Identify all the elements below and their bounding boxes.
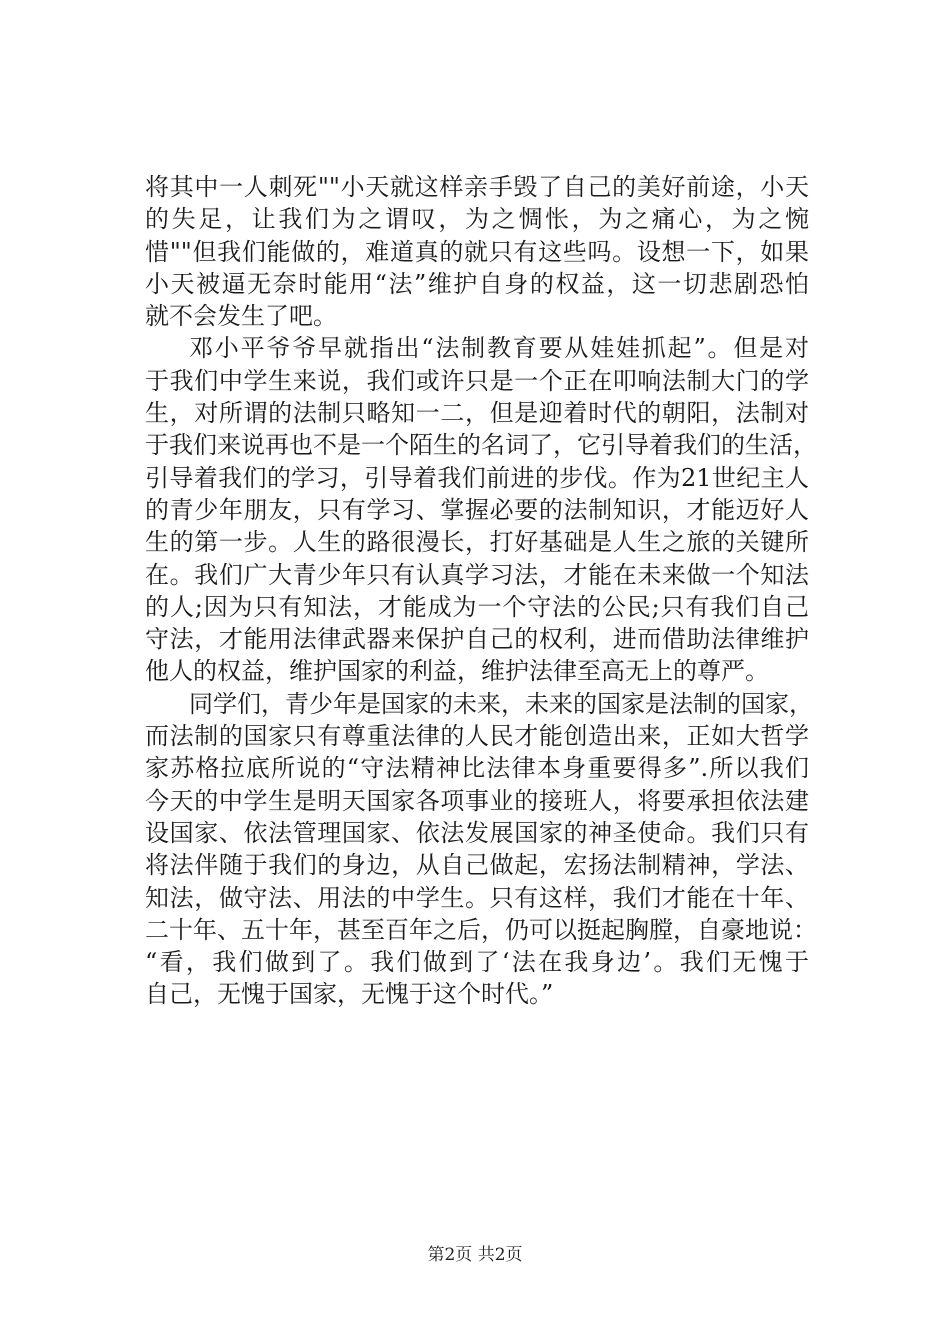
text-line: 今天的中学生是明天国家各项事业的接班人，将要承担依法建	[145, 786, 809, 815]
text-line: 生的第一步。人生的路很漫长，打好基础是人生之旅的关键所	[145, 528, 809, 557]
text-line: 生，对所谓的法制只略知一二，但是迎着时代的朝阳，法制对	[145, 399, 809, 428]
text-line: 同学们，青少年是国家的未来，未来的国家是法制的国家，	[189, 689, 813, 718]
page-number-footer: 第2页 共2页	[427, 1245, 523, 1265]
text-line: 于我们来说再也不是一个陌生的名词了，它引导着我们的生活，	[145, 431, 817, 460]
text-line: 于我们中学生来说，我们或许只是一个正在叩响法制大门的学	[145, 366, 809, 395]
text-line: 他人的权益，维护国家的利益，维护法律至高无上的尊严。	[145, 657, 769, 686]
text-line: 将其中一人刺死""小天就这样亲手毁了自己的美好前途，小天	[145, 173, 809, 201]
text-line: 将法伴随于我们的身边，从自己做起，宏扬法制精神，学法、	[145, 851, 809, 880]
paragraph-3	[145, 688, 817, 1011]
text-line: 的失足，让我们为之谓叹，为之惆怅，为之痛心，为之惋	[145, 205, 809, 234]
text-line: 就不会发生了吧。	[145, 302, 337, 331]
text-line: 守法，才能用法律武器来保护自己的权利，进而借助法律维护	[145, 625, 809, 654]
text-line: 的人;因为只有知法，才能成为一个守法的公民;只有我们自己	[145, 592, 809, 621]
paragraph-1	[145, 171, 809, 332]
text-line: 设国家、依法管理国家、依法发展国家的神圣使命。我们只有	[145, 818, 809, 847]
document-body	[145, 171, 817, 1011]
text-line: 家苏格拉底所说的“守法精神比法律本身重要得多”.所以我们	[145, 754, 809, 783]
text-line: 知法，做守法、用法的中学生。只有这样，我们才能在十年、	[145, 883, 809, 912]
text-line: 引导着我们的学习，引导着我们前进的步伐。作为21世纪主人	[145, 463, 809, 492]
text-line: 而法制的国家只有尊重法律的人民才能创造出来，正如大哲学	[145, 722, 809, 751]
text-line: 在。我们广大青少年只有认真学习法，才能在未来做一个知法	[145, 560, 809, 589]
text-line: 二十年、五十年，甚至百年之后，仍可以挺起胸膛，自豪地说：	[145, 915, 817, 944]
paragraph-2	[145, 332, 817, 687]
text-line: 自己，无愧于国家，无愧于这个时代。”	[145, 980, 554, 1009]
text-line: 惜""但我们能做的，难道真的就只有这些吗。设想一下，如果	[145, 237, 809, 266]
text-line: 小天被逼无奈时能用“法”维护自身的权益，这一切悲剧恐怕	[145, 269, 809, 298]
text-line: 邓小平爷爷早就指出“法制教育要从娃娃抓起”。但是对	[189, 334, 809, 363]
text-line: “看，我们做到了。我们做到了‘法在我身边’。我们无愧于	[145, 948, 809, 977]
text-line: 的青少年朋友，只有学习、掌握必要的法制知识，才能迈好人	[145, 495, 809, 524]
